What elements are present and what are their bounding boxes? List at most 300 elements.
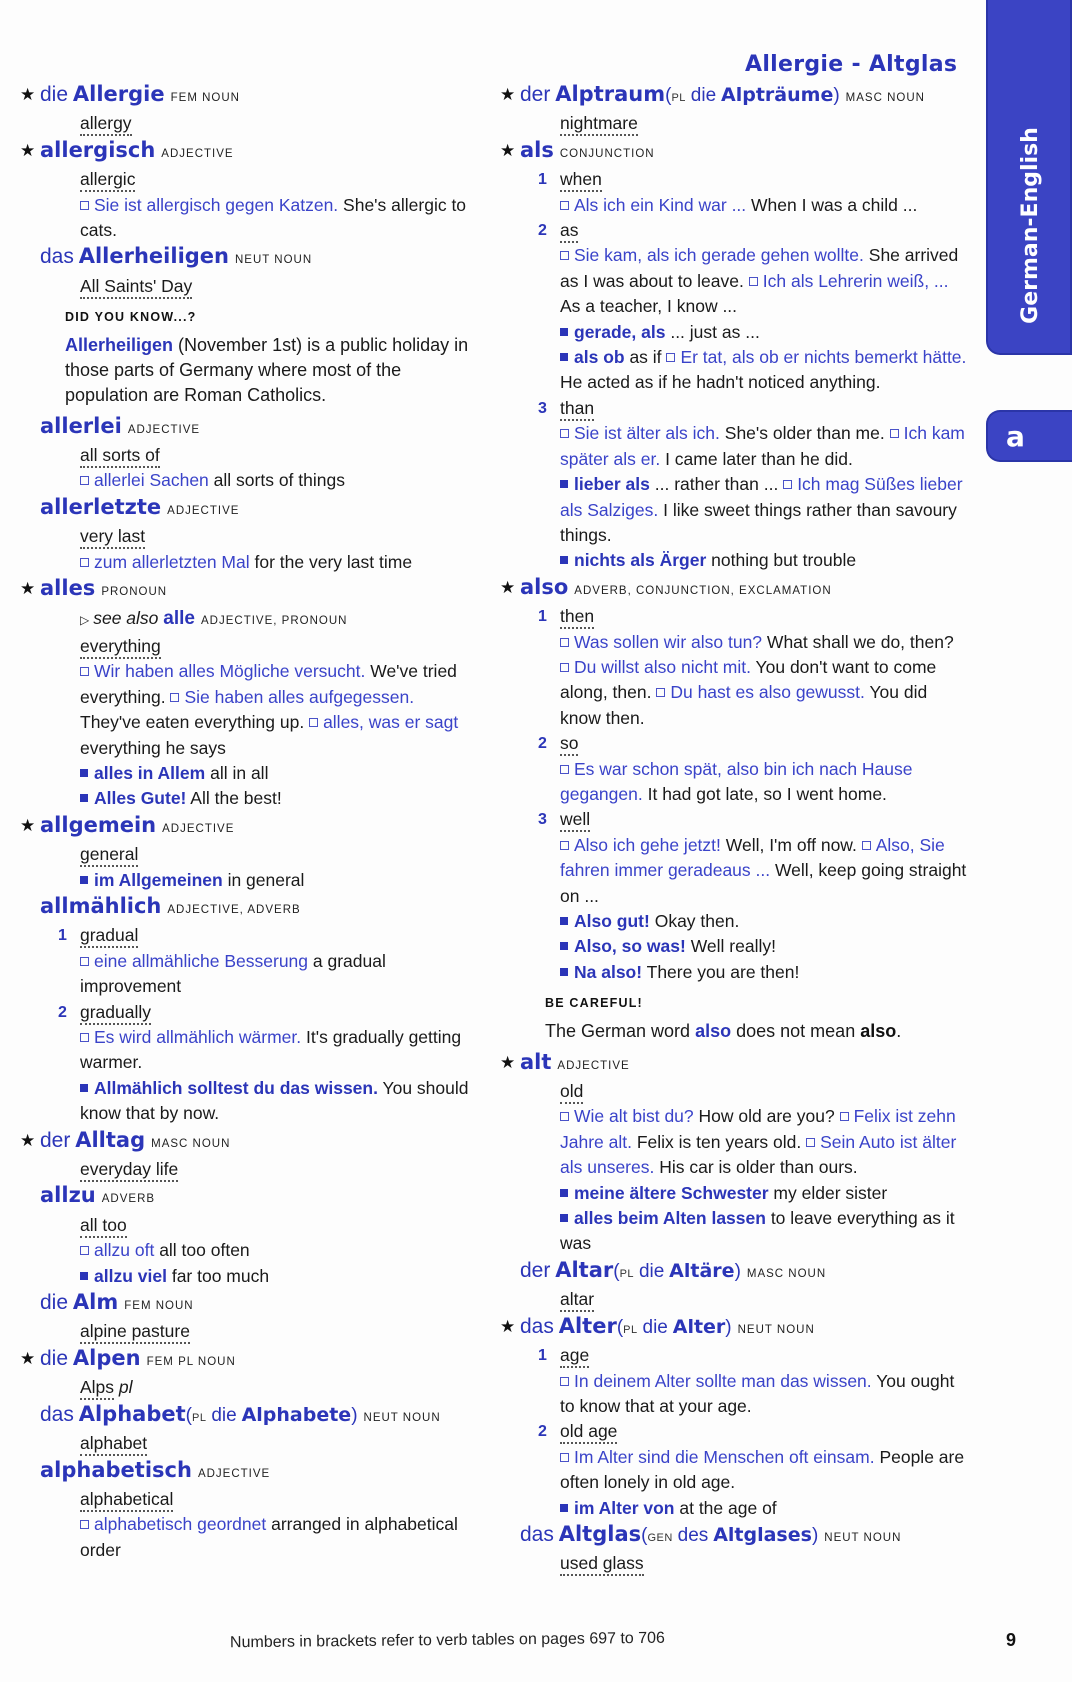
translation: allergic	[80, 168, 135, 192]
article: die	[40, 1346, 69, 1370]
example-box-icon	[560, 765, 569, 774]
phrase	[40, 786, 475, 811]
example-english: His car is older than ours.	[659, 1157, 858, 1178]
phrase	[520, 1181, 970, 1206]
example-box-icon	[80, 667, 89, 676]
headword: allgemein	[40, 812, 157, 837]
phrase-german: Also, so was!	[574, 936, 686, 957]
example	[40, 468, 475, 493]
phrase-english: nothing but trouble	[711, 550, 857, 571]
example-german: alles, was er sagt	[323, 712, 459, 733]
example-german: Es war schon spät, also bin ich nach Hause gegangen.	[560, 758, 913, 804]
part-of-speech: MASC NOUN	[746, 1267, 827, 1280]
translation: All Saints' Day	[80, 275, 192, 299]
example-box-icon	[560, 1377, 569, 1386]
see-also	[40, 606, 475, 634]
phrase-german: im Allgemeinen	[94, 869, 223, 890]
sense-2	[520, 1419, 970, 1521]
left-column	[20, 82, 475, 1564]
example-german: Sie ist älter als ich.	[574, 423, 720, 444]
example-german: Sein Auto ist älter als unseres.	[560, 1131, 957, 1178]
plural-form: Altäre	[669, 1259, 735, 1282]
see-also-label: see also	[93, 607, 159, 628]
example-box-icon	[560, 638, 569, 647]
phrase-box-icon	[560, 1189, 568, 1197]
phrase-english: all in all	[210, 762, 269, 783]
example-box-icon	[666, 353, 675, 362]
example-box-icon	[80, 957, 89, 966]
note-title: DID YOU KNOW...?	[65, 310, 197, 325]
headword: allerletzte	[40, 494, 162, 519]
article: der	[40, 1128, 71, 1152]
phrase-box-icon	[80, 876, 88, 884]
phrase	[520, 1206, 970, 1257]
star-icon: ★	[20, 815, 36, 835]
phrase-english: All the best!	[190, 788, 282, 809]
example-box-icon	[560, 1453, 569, 1462]
example-box-icon	[309, 718, 318, 727]
phrase-german: Allmählich solltest du das wissen.	[94, 1077, 378, 1098]
headword: als	[520, 137, 554, 162]
example-box-icon	[840, 1112, 849, 1121]
part-of-speech: PRONOUN	[101, 586, 168, 599]
phrase	[40, 1264, 475, 1289]
example-german: Du hast es also gewusst.	[670, 682, 865, 703]
article: der	[520, 1258, 551, 1282]
translation: general	[80, 843, 138, 867]
example	[40, 1512, 475, 1563]
headword: Allergie	[72, 82, 165, 106]
phrase-german: meine ältere Schwester	[574, 1182, 769, 1203]
example-english: You ought to know that at your age.	[560, 1370, 955, 1416]
example-english: People are often lonely in old age.	[560, 1446, 965, 1493]
example-english: I like sweet things rather than savoury things.	[560, 499, 957, 545]
entry-allergie	[20, 82, 475, 137]
phrase-box-icon	[80, 1272, 88, 1280]
phrase-english: ... rather than ...	[654, 474, 779, 495]
example-german: Wir haben alles Mögliche versucht.	[94, 661, 366, 682]
example-english: Felix is ten years old.	[636, 1131, 802, 1152]
sense-number: 1	[538, 1347, 547, 1365]
translation: allergy	[80, 112, 132, 136]
phrase-german: lieber als	[574, 474, 650, 495]
entry-alptraum: ★ der Alptraum(PL die Alpträume) MASC NOUN nightmare	[500, 82, 970, 137]
example-german: zum allerletzten Mal	[94, 551, 250, 572]
example-german: Wie alt bist du?	[574, 1106, 694, 1127]
translation: all sorts of	[80, 444, 160, 468]
sense-2	[40, 1000, 475, 1127]
example-box-icon	[749, 277, 758, 286]
example	[40, 550, 475, 575]
entry-alter: ★ das Alter(PL die Alter) NEUT NOUN 1 age In deinem Alter sollte man das wissen. You ought to know that at your age. 2 old age Im Alter sind die Menschen oft einsam. People are often lonely in old age. im Alter von at the age of	[500, 1314, 970, 1521]
example-english: It had got late, so I went home.	[647, 783, 887, 804]
part-of-speech: CONJUNCTION	[559, 147, 655, 160]
part-of-speech: ADJECTIVE	[161, 147, 234, 160]
note-text: The German word	[545, 1020, 691, 1041]
phrase-english: Well really!	[690, 936, 776, 957]
translation: everything	[80, 635, 161, 659]
example-german: alphabetisch geordnet	[94, 1514, 267, 1535]
section-tab-label	[1000, 110, 1060, 340]
running-head: Allergie - Altglas	[745, 52, 958, 77]
sense-1	[520, 1343, 970, 1419]
phrase-box-icon	[80, 794, 88, 802]
sense-number: 2	[538, 735, 547, 753]
example-box-icon	[560, 663, 569, 672]
part-of-speech: ADVERB	[101, 1193, 156, 1206]
article: der	[520, 83, 551, 106]
example-english: You don't want to come along, then.	[560, 656, 937, 703]
article: das	[520, 1314, 554, 1338]
plural-form: Alter	[672, 1315, 726, 1338]
genitive-tag: GEN	[647, 1531, 673, 1544]
entry-allerheiligen	[20, 244, 475, 299]
star-icon: ★	[500, 577, 516, 597]
note-title: BE CAREFUL!	[545, 996, 643, 1011]
example-box-icon	[80, 1246, 89, 1255]
translation: than	[560, 397, 594, 421]
phrase-german: Na also!	[574, 961, 643, 982]
part-of-speech: ADJECTIVE	[162, 822, 235, 835]
entry-allgemein	[20, 813, 475, 893]
headword: allergisch	[40, 137, 156, 162]
translation: nightmare	[560, 112, 638, 136]
phrase-english: in general	[227, 869, 305, 890]
headword: alphabetisch	[40, 1457, 192, 1482]
headword: Altar	[555, 1257, 614, 1282]
note-bold-word: also	[860, 1020, 897, 1041]
part-of-speech: ADJECTIVE	[557, 1059, 630, 1072]
example-box-icon	[80, 1520, 89, 1529]
footer-note: Numbers in brackets refer to verb tables on pages 697 to 706	[229, 1629, 665, 1652]
phrase-german: nichts als Ärger	[574, 550, 707, 571]
example	[40, 1238, 475, 1263]
example-german: Felix ist zehn Jahre alt.	[560, 1106, 956, 1152]
headword: alt	[520, 1049, 552, 1074]
example-english: You did know then.	[560, 682, 928, 728]
phrase-box-icon	[560, 480, 568, 488]
phrase-box-icon	[560, 1504, 568, 1512]
phrase-german: alles in Allem	[94, 762, 206, 783]
headword: Alltag	[75, 1127, 146, 1152]
example-box-icon	[560, 201, 569, 210]
star-icon: ★	[20, 1348, 36, 1368]
example-german: Im Alter sind die Menschen oft einsam.	[574, 1446, 875, 1467]
example-german: Ich mag Süßes lieber als Salziges.	[560, 474, 963, 520]
entry-alphabetisch	[20, 1458, 475, 1564]
example-english: Well, keep going straight on ...	[560, 860, 967, 906]
entry-also	[500, 575, 970, 986]
example-english: Well, I'm off now.	[725, 834, 857, 855]
translation: gradually	[80, 1001, 151, 1025]
translation: old	[560, 1080, 583, 1104]
example-box-icon	[656, 688, 665, 697]
phrase-german: Alles Gute!	[94, 788, 187, 809]
example-english: How old are you?	[698, 1106, 835, 1127]
be-careful-box	[500, 991, 970, 1043]
see-also-pos: ADJECTIVE, PRONOUN	[201, 614, 348, 627]
star-icon: ★	[20, 85, 36, 104]
phrase-german: allzu viel	[94, 1265, 167, 1286]
part-of-speech: ADVERB, CONJUNCTION, EXCLAMATION	[574, 584, 832, 597]
example-german: Ich kam später als er.	[560, 423, 965, 469]
phrase-english: There you are then!	[646, 961, 800, 982]
entry-alpen	[20, 1346, 475, 1401]
note-text: does not mean	[736, 1020, 856, 1041]
headword: allzu	[40, 1183, 96, 1208]
example-box-icon	[80, 558, 89, 567]
phrase-box-icon	[560, 353, 568, 361]
example-english: She's allergic to cats.	[80, 194, 467, 241]
translation: altar	[560, 1288, 594, 1312]
example-german: Es wird allmählich wärmer.	[94, 1027, 302, 1047]
example-german: allerlei Sachen	[94, 470, 209, 491]
example-english: As a teacher, I know ...	[560, 296, 738, 317]
entry-alphabet: das Alphabet(PL die Alphabete) NEUT NOUN alphabet	[20, 1402, 475, 1457]
did-you-know-box	[20, 305, 475, 407]
article: das	[40, 1402, 74, 1426]
genitive-form: Altglases	[713, 1523, 812, 1546]
headword: Altglas	[558, 1521, 642, 1546]
translation: when	[560, 168, 602, 192]
entry-allerlei	[20, 414, 475, 494]
translation: alpine pasture	[80, 1320, 190, 1344]
genitive-article: des	[677, 1524, 709, 1546]
example-box-icon	[80, 1033, 89, 1042]
headword: allmählich	[40, 893, 162, 918]
example-german: Sie kam, als ich gerade gehen wollte.	[574, 245, 864, 266]
example-german: Sie haben alles aufgegessen.	[184, 686, 415, 707]
article: das	[520, 1522, 554, 1546]
phrase-box-icon	[560, 942, 568, 950]
examples	[40, 659, 475, 761]
example-german: Du willst also nicht mit.	[574, 656, 751, 677]
right-column	[500, 82, 970, 1578]
example-german: Er tat, als ob er nichts bemerkt hätte.	[680, 347, 967, 368]
star-icon: ★	[20, 1130, 36, 1150]
phrase-german: als ob	[574, 347, 625, 368]
sense-number: 2	[538, 1423, 547, 1441]
sense-number: 2	[538, 222, 547, 240]
entry-altar: der Altar(PL die Altäre) MASC NOUN altar	[500, 1258, 970, 1313]
example-box-icon	[560, 841, 569, 850]
example-english: all too often	[159, 1240, 250, 1261]
entry-allzu	[20, 1183, 475, 1289]
headword: Alphabet	[78, 1401, 186, 1426]
star-icon: ★	[20, 579, 36, 599]
part-of-speech: NEUT NOUN	[737, 1323, 815, 1336]
part-of-speech: ADJECTIVE, ADVERB	[167, 903, 301, 916]
example-box-icon	[560, 1112, 569, 1121]
part-of-speech: ADJECTIVE	[167, 504, 240, 517]
plural-form: Alphabete	[241, 1403, 352, 1426]
phrase-german: im Alter von	[574, 1497, 675, 1518]
example-german: In deinem Alter sollte man das wissen.	[574, 1370, 872, 1391]
entry-als	[500, 138, 970, 574]
note-headword: Allerheiligen	[65, 334, 174, 355]
sense-1	[520, 167, 970, 218]
part-of-speech: FEM NOUN	[170, 92, 240, 104]
example-english: What shall we do, then?	[766, 631, 954, 652]
phrase-english: my elder sister	[773, 1182, 888, 1203]
sense-number: 1	[538, 608, 547, 626]
phrase-english: You should know that by now.	[80, 1077, 469, 1124]
entry-altglas: das Altglas(GEN des Altglases) NEUT NOUN used glass	[500, 1522, 970, 1577]
translation: everyday life	[80, 1158, 178, 1182]
entry-allerletzte	[20, 495, 475, 575]
entry-alltag	[20, 1128, 475, 1183]
plural-tag: PL	[623, 1323, 638, 1336]
letter-tab-a[interactable]	[986, 410, 1072, 462]
example-english: for the very last time	[254, 551, 413, 572]
headword: also	[520, 574, 569, 599]
example-german: Was sollen wir also tun?	[574, 631, 763, 652]
phrase-english: at the age of	[679, 1497, 777, 1518]
example-english: I came later than he did.	[665, 448, 853, 469]
sense-1	[40, 923, 475, 999]
translation: old age	[560, 1420, 617, 1444]
phrase-english: to leave everything as it was	[560, 1208, 955, 1254]
headword: allerlei	[40, 413, 122, 438]
example-english: He acted as if he hadn't noticed anything.	[560, 372, 881, 393]
translation: alphabetical	[80, 1488, 173, 1512]
headword: Alter	[558, 1313, 617, 1338]
sense-number: 1	[58, 927, 67, 945]
phrase-english: ... just as ...	[670, 321, 760, 342]
part-of-speech: NEUT NOUN	[363, 1411, 441, 1424]
example-box-icon	[890, 429, 899, 438]
part-of-speech: NEUT NOUN	[824, 1531, 902, 1544]
phrase-box-icon	[560, 968, 568, 976]
example-german: allzu oft	[94, 1240, 155, 1261]
article: die	[40, 1291, 69, 1315]
phrase-english: far too much	[171, 1265, 270, 1286]
part-of-speech: MASC NOUN	[845, 92, 925, 104]
note-text: (November 1st) is a public holiday in those parts of Germany where most of the population are Roman Catholics.	[65, 334, 469, 405]
examples	[520, 1104, 970, 1180]
star-icon: ★	[500, 1052, 516, 1072]
translation: as	[560, 219, 578, 243]
star-icon: ★	[500, 140, 516, 160]
note-text: .	[896, 1020, 902, 1041]
example-box-icon	[80, 476, 89, 485]
part-of-speech: FEM PL NOUN	[146, 1355, 236, 1368]
part-of-speech: FEM NOUN	[124, 1300, 194, 1313]
sense-2	[520, 218, 970, 396]
sense-number: 2	[58, 1003, 67, 1021]
phrase	[40, 761, 475, 786]
sense-3	[520, 396, 970, 574]
example-german: Sie ist allergisch gegen Katzen.	[94, 194, 339, 215]
example	[40, 193, 475, 244]
example-box-icon	[170, 693, 179, 702]
translation: well	[560, 808, 590, 832]
example-box-icon	[862, 841, 871, 850]
article: das	[40, 245, 74, 269]
plural-form: Alpträume	[721, 84, 834, 106]
example-german: Ich als Lehrerin weiß, ...	[762, 270, 949, 291]
triangle-right-icon: ▷	[80, 612, 90, 627]
example-box-icon	[560, 429, 569, 438]
sense-number: 1	[538, 171, 547, 189]
example-german: Als ich ein Kind war ...	[574, 194, 747, 215]
example-german: Also, Sie fahren immer geradeaus ...	[560, 834, 945, 881]
article: die	[40, 83, 69, 106]
example-german: eine allmähliche Besserung	[94, 950, 309, 971]
section-tab-text: German-English	[1017, 126, 1043, 324]
phrase-box-icon	[560, 556, 568, 564]
plural-article: die	[211, 1404, 237, 1426]
example-english: everything he says	[80, 737, 226, 758]
phrase-german: alles beim Alten lassen	[574, 1208, 766, 1229]
example-english: arranged in alphabetical order	[80, 1514, 458, 1560]
part-of-speech: NEUT NOUN	[235, 254, 313, 267]
example-box-icon	[560, 251, 569, 260]
phrase-box-icon	[560, 1214, 568, 1222]
plural-tag: PL	[619, 1267, 635, 1280]
part-of-speech: MASC NOUN	[151, 1137, 231, 1150]
translation: so	[560, 732, 578, 756]
example-english: We've tried everything.	[80, 661, 457, 707]
plural-tag: PL	[191, 1411, 207, 1424]
phrase-german: gerade, als	[574, 321, 666, 342]
example-box-icon	[783, 480, 792, 489]
entry-allmaehlich	[20, 894, 475, 1127]
example-english: She's older than me.	[724, 423, 885, 444]
translation: gradual	[80, 924, 138, 948]
part-of-speech: ADJECTIVE	[197, 1467, 271, 1480]
sense-2	[520, 731, 970, 807]
translation: used glass	[560, 1552, 644, 1576]
sense-number: 3	[538, 811, 547, 829]
part-of-speech: ADJECTIVE	[127, 423, 201, 436]
example-english: all sorts of things	[213, 470, 345, 491]
star-icon: ★	[500, 1316, 516, 1336]
phrase-english: Okay then.	[654, 911, 740, 931]
phrase	[40, 868, 475, 893]
plural-article: die	[642, 1316, 668, 1338]
translation-note: pl	[118, 1377, 133, 1398]
translation: then	[560, 605, 594, 629]
headword: Alptraum	[555, 82, 666, 106]
example-english: It's gradually getting warmer.	[80, 1027, 462, 1073]
phrase-box-icon	[80, 769, 88, 777]
plural-article: die	[638, 1260, 665, 1282]
headword: Alm	[72, 1290, 119, 1315]
example-english: She arrived as I was about to leave.	[560, 245, 959, 291]
example-english: When I was a child ...	[751, 194, 918, 215]
see-also-link[interactable]: alle	[163, 607, 195, 629]
headword: alles	[40, 576, 96, 601]
plural-article: die	[690, 85, 717, 106]
plural-tag: PL	[671, 92, 686, 104]
example-box-icon	[806, 1138, 815, 1147]
entry-alm	[20, 1290, 475, 1345]
entry-allergisch	[20, 138, 475, 244]
sense-3	[520, 807, 970, 985]
sense-1	[520, 604, 970, 731]
star-icon: ★	[20, 140, 36, 160]
translation: alphabet	[80, 1432, 147, 1456]
page-number: 9	[1006, 1630, 1017, 1650]
letter-tab-text: a	[1006, 419, 1025, 453]
example-box-icon	[80, 201, 89, 210]
translation: Alps	[80, 1376, 114, 1400]
entry-alles	[20, 576, 475, 812]
entry-alt	[500, 1050, 970, 1257]
phrase-box-icon	[560, 917, 568, 925]
headword: Alpen	[72, 1345, 141, 1370]
